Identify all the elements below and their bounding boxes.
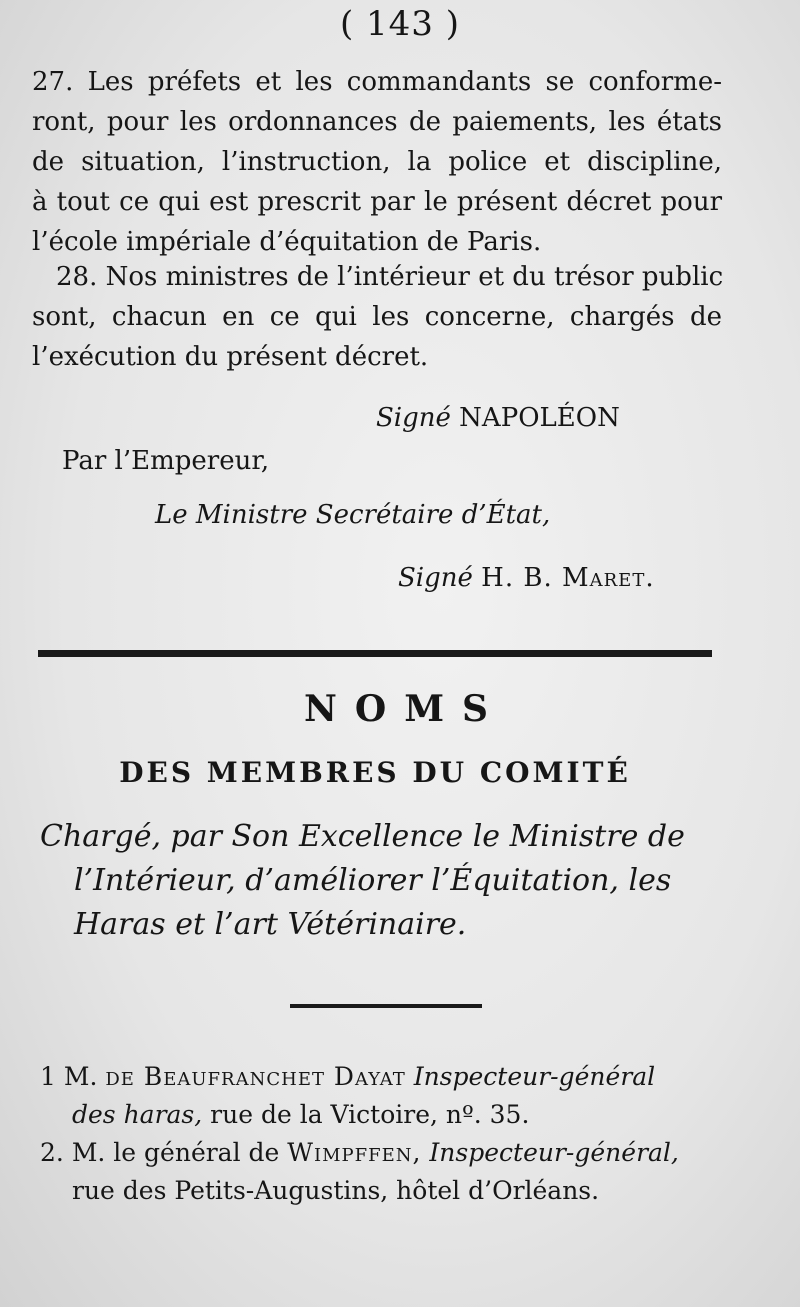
article-27-line: ront, pour les ordonnances de paiements, les états	[32, 107, 722, 137]
short-divider	[290, 1004, 482, 1008]
member-prefix: M. le général de	[71, 1138, 280, 1167]
par-empereur: Par l’Empereur,	[62, 446, 270, 476]
article-28-line: 28. Nos ministres de l’intérieur et du trésor public	[56, 262, 724, 292]
article-28-line: l’exécution du présent décret.	[32, 342, 429, 372]
member-number: 1	[40, 1062, 56, 1091]
page-number: ( 143 )	[339, 4, 461, 44]
committee-description-line: l’Intérieur, d’améliorer l’Équitation, les	[74, 863, 672, 898]
member-title: Inspecteur-général,	[429, 1138, 679, 1167]
minister-signature	[398, 563, 655, 593]
member-entry	[40, 1058, 755, 1134]
member-address: rue des Petits-Augustins, hôtel d’Orléans.	[72, 1176, 600, 1205]
emperor-signature	[376, 403, 620, 433]
minister-name: H. B. Maret.	[481, 563, 655, 593]
member-title: Inspecteur-général	[413, 1062, 656, 1091]
heading-members: DES MEMBRES DU COMITÉ	[119, 756, 631, 789]
signe-label: Signé	[376, 403, 451, 433]
minister-title: Le Ministre Secrétaire d’État,	[155, 500, 551, 530]
member-line	[40, 1058, 755, 1096]
member-prefix: M.	[63, 1062, 98, 1091]
member-name: de Beaufranchet Dayat	[105, 1062, 406, 1091]
member-line	[40, 1134, 755, 1172]
member-line	[40, 1096, 755, 1134]
heading-noms: NOMS	[303, 688, 507, 730]
committee-description	[40, 815, 720, 947]
committee-description-line: Chargé, par Son Excellence le Ministre de	[40, 819, 685, 854]
member-address: rue de la Victoire, nº. 35.	[210, 1100, 530, 1129]
member-entry	[40, 1134, 755, 1210]
member-name: Wimpffen,	[287, 1138, 422, 1167]
article-27-line: à tout ce qui est prescrit par le présent décret pour	[32, 187, 722, 217]
article-27	[32, 62, 722, 262]
article-28	[32, 257, 722, 377]
committee-description-line: Haras et l’art Vétérinaire.	[74, 907, 467, 942]
signe-label: Signé	[398, 563, 473, 593]
section-divider	[38, 650, 712, 657]
member-number: 2.	[40, 1138, 64, 1167]
article-28-line: sont, chacun en ce qui les concerne, chargés de	[32, 302, 722, 332]
article-27-line: 27. Les préfets et les commandants se conforme-	[32, 67, 722, 97]
emperor-name: NAPOLÉON	[459, 403, 620, 433]
member-line	[40, 1172, 755, 1210]
article-27-line: l’école impériale d’équitation de Paris.	[32, 227, 542, 257]
member-title-cont: des haras,	[72, 1100, 203, 1129]
article-27-line: de situation, l’instruction, la police et discipline,	[32, 147, 722, 177]
